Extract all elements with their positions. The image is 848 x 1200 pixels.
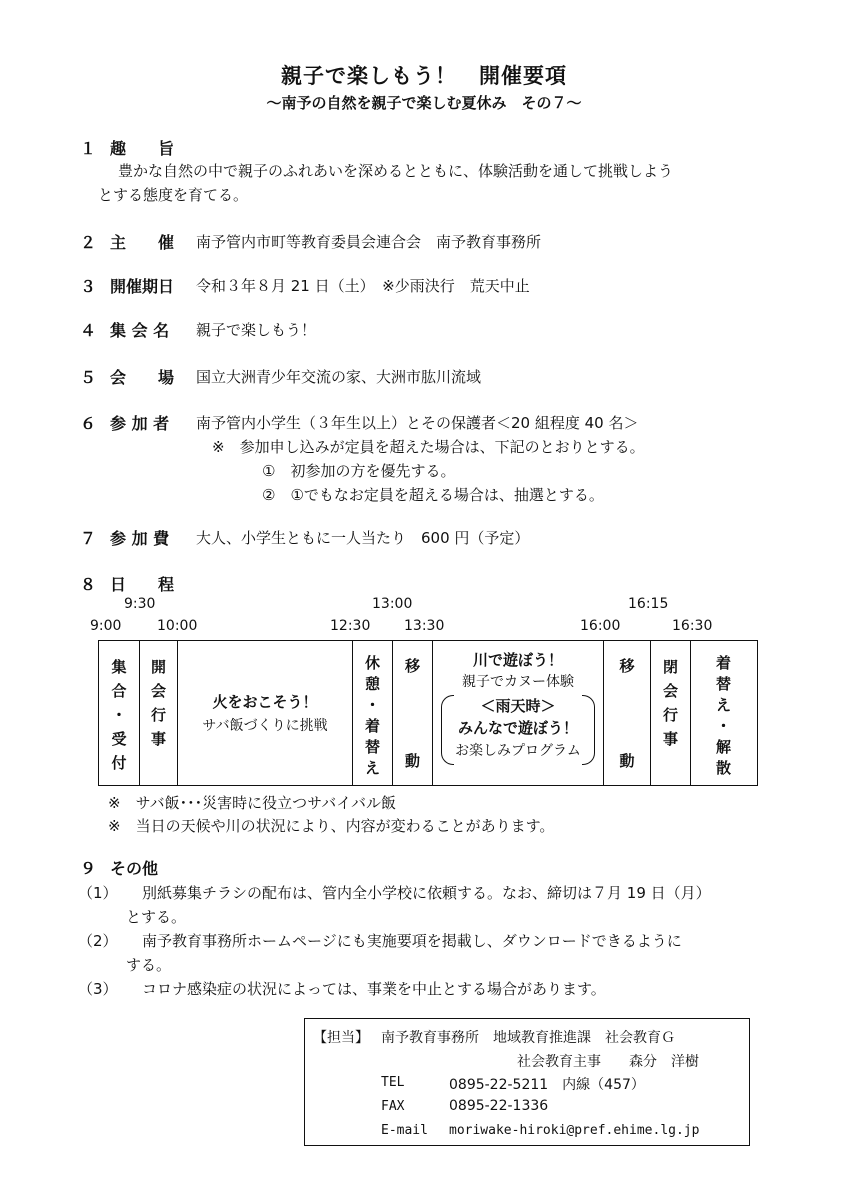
other-item-3-number: （3） bbox=[78, 980, 118, 998]
fire-subtitle: サバ飯づくりに挑戦 bbox=[202, 718, 328, 734]
move-1-bottom: 動 bbox=[404, 752, 420, 770]
section-3-number: ３ bbox=[80, 277, 97, 296]
schedule-table bbox=[98, 640, 758, 786]
opening-text: 開 会 行 事 bbox=[150, 658, 166, 748]
section-4-label: 集 会 名 bbox=[110, 321, 170, 340]
break-text: 休 憩 ・ 着 替 え bbox=[364, 654, 380, 777]
time-label: 12:30 bbox=[330, 618, 371, 634]
rain-title: みんなで遊ぼう！ bbox=[457, 719, 578, 737]
fax-number: 0895-22-1336 bbox=[449, 1098, 549, 1114]
section-3-text: 令和３年８月 21 日（土） ※少雨決行 荒天中止 bbox=[196, 277, 530, 295]
contact-label: 【担当】 bbox=[313, 1030, 369, 1046]
move-1-top: 移 bbox=[404, 657, 420, 675]
schedule-cell-move-1 bbox=[393, 641, 433, 785]
rain-label: ＜雨天時＞ bbox=[480, 697, 556, 715]
section-1-text-line1: 豊かな自然の中で親子のふれあいを深めるとともに、体験活動を通して挑戦しよう bbox=[118, 162, 674, 180]
other-item-1-number: （1） bbox=[78, 884, 118, 902]
tel-number: 0895-22-5211 内線（457） bbox=[449, 1077, 645, 1093]
section-5-label: 会 場 bbox=[110, 368, 175, 387]
fax-label: FAX bbox=[381, 1099, 405, 1114]
email-label: E-mail bbox=[381, 1123, 428, 1138]
section-2-number: ２ bbox=[80, 233, 97, 252]
section-1-label: 趣 旨 bbox=[110, 139, 175, 158]
time-label: 9:30 bbox=[124, 596, 156, 612]
closing-text: 閉 会 行 事 bbox=[662, 658, 678, 748]
schedule-note-2: ※ 当日の天候や川の状況により、内容が変わることがあります。 bbox=[108, 817, 555, 835]
schedule-cell-opening bbox=[140, 641, 178, 785]
contact-office: 南予教育事務所 地域教育推進課 社会教育Ｇ bbox=[381, 1030, 675, 1046]
section-3-label: 開催期日 bbox=[110, 277, 175, 296]
schedule-cell-fire-activity bbox=[178, 641, 353, 785]
section-8-label: 日 程 bbox=[110, 575, 175, 594]
tel-label: TEL bbox=[381, 1075, 405, 1090]
rain-subtitle: お楽しみプログラム bbox=[455, 743, 581, 759]
section-6-item-2: ② ①でもなお定員を超える場合は、抽選とする。 bbox=[262, 486, 604, 504]
other-item-1-line2: とする。 bbox=[126, 908, 187, 926]
section-6-item-1: ① 初参加の方を優先する。 bbox=[262, 462, 456, 480]
email-address[interactable]: moriwake-hiroki@pref.ehime.lg.jp bbox=[449, 1123, 700, 1138]
section-5-number: ５ bbox=[80, 368, 97, 387]
section-8-number: ８ bbox=[80, 575, 97, 594]
page-title: 親子で楽しもう！ 開催要項 bbox=[281, 64, 567, 88]
river-title: 川で遊ぼう！ bbox=[472, 651, 563, 669]
time-label: 16:30 bbox=[672, 618, 713, 634]
other-item-1-line1: 別紙募集チラシの配布は、管内全小学校に依頼する。なお、締切は７月 19 日（月） bbox=[142, 884, 711, 902]
schedule-cell-break bbox=[353, 641, 393, 785]
contact-person: 社会教育主事 森分 洋樹 bbox=[517, 1054, 699, 1070]
section-9-number: ９ bbox=[80, 859, 97, 878]
section-9-label: その他 bbox=[110, 859, 159, 878]
other-item-2-line2: する。 bbox=[126, 956, 172, 974]
other-item-2-line1: 南予教育事務所ホームページにも実施要項を掲載し、ダウンロードできるように bbox=[142, 932, 682, 950]
schedule-note-1: ※ サバ飯･･･災害時に役立つサバイバル飯 bbox=[108, 794, 396, 812]
schedule-cell-change-dismiss bbox=[691, 641, 756, 785]
other-item-2-number: （2） bbox=[78, 932, 118, 950]
section-2-label: 主 催 bbox=[110, 233, 175, 252]
reception-text: 集 合 ・ 受 付 bbox=[111, 658, 127, 772]
time-label: 16:15 bbox=[628, 596, 669, 612]
contact-box bbox=[304, 1018, 750, 1146]
schedule-cell-river-activity bbox=[433, 641, 604, 785]
time-label: 16:00 bbox=[580, 618, 621, 634]
section-1-text-line2: とする態度を育てる。 bbox=[98, 186, 249, 204]
schedule-cell-closing bbox=[651, 641, 691, 785]
other-item-3-line1: コロナ感染症の状況によっては、事業を中止とする場合があります。 bbox=[142, 980, 606, 998]
schedule-cell-reception bbox=[99, 641, 140, 785]
page-subtitle: ～南予の自然を親子で楽しむ夏休み その７～ bbox=[266, 94, 582, 112]
section-7-number: ７ bbox=[80, 529, 97, 548]
time-label: 10:00 bbox=[157, 618, 198, 634]
move-2-top: 移 bbox=[619, 657, 635, 675]
section-5-text: 国立大洲青少年交流の家、大洲市肱川流域 bbox=[196, 368, 482, 386]
section-6-label: 参 加 者 bbox=[110, 414, 170, 433]
section-6-number: ６ bbox=[80, 414, 97, 433]
section-6-note: ※ 参加申し込みが定員を超えた場合は、下記のとおりとする。 bbox=[212, 438, 645, 456]
section-4-text: 親子で楽しもう！ bbox=[196, 321, 317, 339]
section-7-text: 大人、小学生ともに一人当たり 600 円（予定） bbox=[196, 529, 530, 547]
time-label: 13:30 bbox=[404, 618, 445, 634]
section-2-text: 南予管内市町等教育委員会連合会 南予教育事務所 bbox=[196, 233, 542, 251]
schedule-cell-move-2 bbox=[604, 641, 651, 785]
section-1-number: １ bbox=[80, 139, 97, 158]
river-subtitle: 親子でカヌー体験 bbox=[462, 674, 574, 690]
time-label: 13:00 bbox=[372, 596, 413, 612]
change-text: 着 替 え ・ 解 散 bbox=[715, 654, 731, 777]
time-label: 9:00 bbox=[90, 618, 122, 634]
section-4-number: ４ bbox=[80, 321, 97, 340]
section-7-label: 参 加 費 bbox=[110, 529, 170, 548]
fire-title: 火をおこそう！ bbox=[212, 693, 318, 711]
section-6-text: 南予管内小学生（３年生以上）とその保護者＜20 組程度 40 名＞ bbox=[196, 414, 639, 432]
move-2-bottom: 動 bbox=[619, 752, 635, 770]
